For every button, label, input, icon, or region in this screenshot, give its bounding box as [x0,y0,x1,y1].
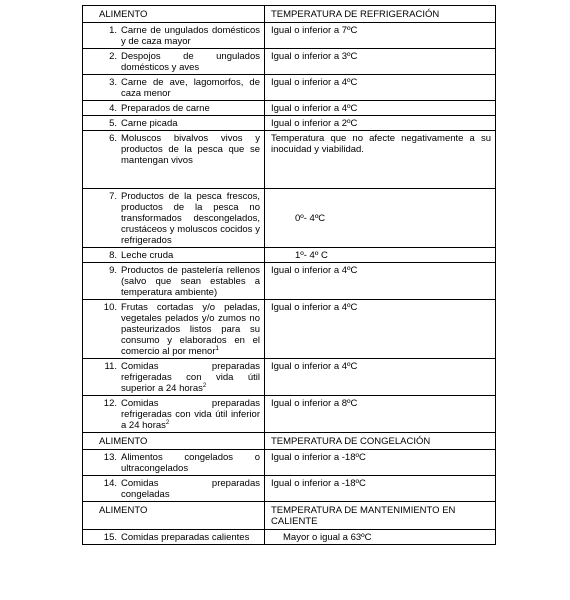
temperature-value: Temperatura que no afecte negativamente a su inocuidad y viabilidad. [265,131,496,189]
row-number: 5. [109,118,117,129]
row-number: 6. [109,133,117,144]
table-row [83,359,496,396]
food-name: Carne de ungulados domésticos y de caza mayor [121,25,260,47]
footnote-mark: 2 [165,419,170,426]
temperature-value: Igual o inferior a 8ºC [265,396,496,433]
row-number: 8. [109,250,117,261]
food-name: Carne picada [121,118,178,129]
table-row [83,23,496,49]
temperature-value: Igual o inferior a 4ºC [265,101,496,116]
header-temperatura: TEMPERATURA DE CONGELACIÓN [265,433,496,450]
temperature-value: Igual o inferior a 4ºC [265,263,496,300]
table-row [83,530,496,545]
row-number: 12. [103,398,117,409]
table-row [83,248,496,263]
temperature-value: 0º- 4ºC [295,213,326,224]
table-row [83,116,496,131]
footnote-mark: 1 [215,345,219,352]
food-name: Carne de ave, lagomorfos, de caza menor [121,77,260,99]
food-name: Preparados de carne [121,103,210,114]
food-name: Frutas cortadas y/o peladas, vegetales pelados y/o zumos no pasteurizados listos para su consumo y elaborados en el comercio al por menor [121,302,260,357]
temperature-table [82,5,496,545]
food-name: Productos de la pesca frescos, productos de la pesca no transformados descongelados, crustáceos y moluscos cocidos y refrigerados [121,191,260,246]
row-number: 2. [109,51,117,62]
table-row [83,450,496,476]
table-row [83,263,496,300]
row-number: 9. [109,265,117,276]
temperature-value: Igual o inferior a 4ºC [265,75,496,101]
table-row [83,300,496,359]
table-row [83,131,496,189]
temperature-value: Igual o inferior a 7ºC [265,23,496,49]
food-name: Comidas preparadas calientes [121,532,250,543]
header-alimento: ALIMENTO [83,6,265,23]
food-name: Comidas preparadas congeladas [121,478,260,500]
row-number: 13. [103,452,117,463]
food-name: Leche cruda [121,250,174,261]
temperature-value: 1º- 4º C [295,250,328,261]
section-header-refrigeracion [83,6,496,23]
table-row [83,49,496,75]
header-alimento: ALIMENTO [83,433,265,450]
temperature-value: Igual o inferior a 2ºC [265,116,496,131]
table-row [83,476,496,502]
header-temperatura: TEMPERATURA DE MANTENIMIENTO EN CALIENTE [265,502,496,530]
section-header-congelacion [83,433,496,450]
temperature-value: Igual o inferior a -18ºC [265,450,496,476]
table-row [83,101,496,116]
temperature-value: Igual o inferior a -18ºC [265,476,496,502]
row-number: 7. [109,191,117,202]
table-row [83,189,496,248]
row-number: 1. [109,25,117,36]
food-name: Alimentos congelados o ultracongelados [121,452,260,474]
food-name: Comidas preparadas refrigeradas con vida útil inferior a 24 horas [121,398,260,431]
temperature-value: Mayor o igual a 63ºC [283,532,372,543]
food-name: Productos de pastelería rellenos (salvo que sean estables a temperatura ambiente) [121,265,260,298]
header-alimento: ALIMENTO [83,502,265,530]
table-row [83,396,496,433]
temperature-value: Igual o inferior a 4ºC [265,359,496,396]
row-number: 10. [103,302,117,313]
section-header-caliente [83,502,496,530]
temperature-value: Igual o inferior a 3ºC [265,49,496,75]
row-number: 4. [109,103,117,114]
food-name: Moluscos bivalvos vivos y productos de la pesca que se mantengan vivos [121,133,260,166]
row-number: 15. [103,532,117,543]
row-number: 3. [109,77,117,88]
header-temperatura: TEMPERATURA DE REFRIGERACIÓN [265,6,496,23]
food-name: Comidas preparadas refrigeradas con vida útil superior a 24 horas [121,361,260,394]
row-number: 11. [104,361,117,372]
footnote-mark: 2 [202,382,207,389]
row-number: 14. [103,478,117,489]
temperature-value: Igual o inferior a 4ºC [265,300,496,359]
table-row [83,75,496,101]
food-name: Despojos de ungulados domésticos y aves [121,51,260,73]
